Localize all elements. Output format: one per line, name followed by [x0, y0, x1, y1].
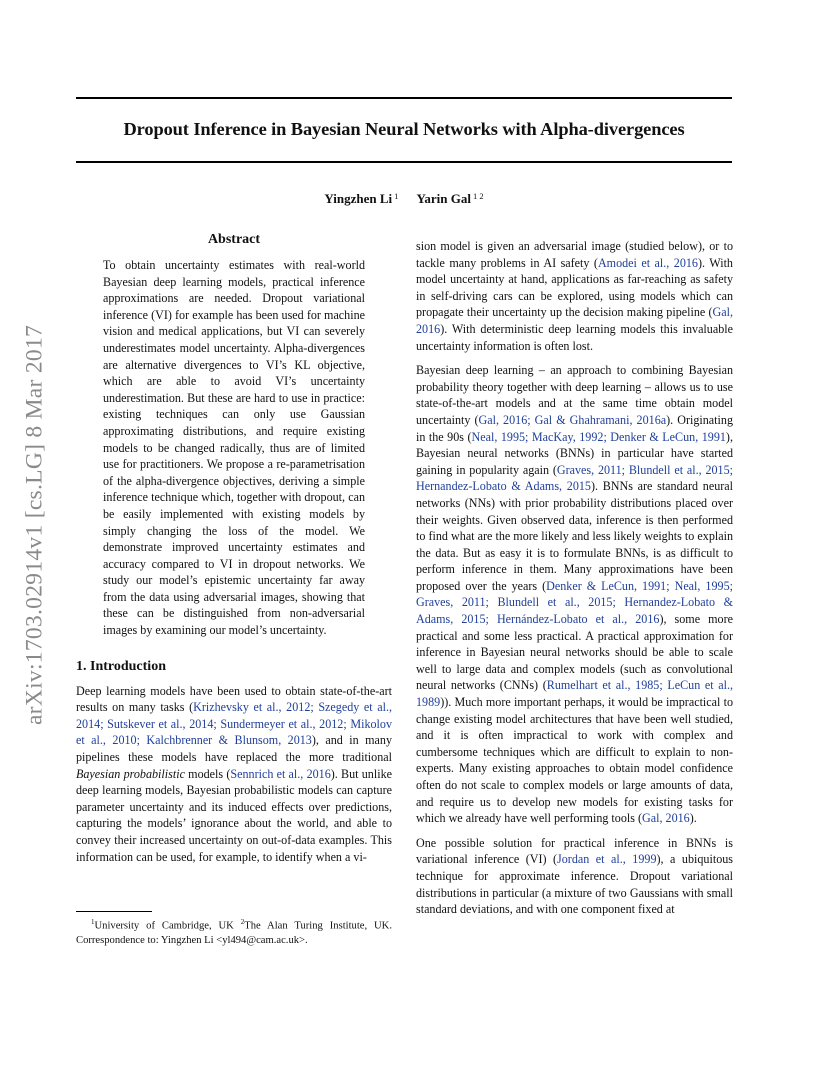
- citation-link[interactable]: Neal, 1995; MacKay, 1992; Denker & LeCun, 1991: [471, 429, 726, 444]
- paragraph-text: ). BNNs are standard neural networks (NNs) with prior probability distributions placed over their weights. Given observed data, inference is then performed to find what are the more likely and less likely weights to explain the data. But as easy it is to formulate BNNs, is as difficult to perform inference in them. Many approximations have been proposed over the years (: [416, 479, 733, 593]
- paragraph-text: Deep learning models have been used to obtain state-of-the-art results on many tasks (: [76, 683, 392, 715]
- author-list: [76, 191, 732, 207]
- intro-paragraph-4: [416, 835, 733, 918]
- emphasis-text: Bayesian probabilistic: [76, 766, 185, 781]
- citation-link[interactable]: Gal, 2016: [642, 811, 690, 826]
- footnote-text: University of Cambridge, UK: [94, 920, 241, 932]
- intro-paragraph-2: [416, 238, 733, 354]
- citation-link[interactable]: Jordan et al., 1999: [557, 852, 657, 867]
- title-bottom-rule: [76, 161, 732, 163]
- citation-link[interactable]: Sennrich et al., 2016: [230, 766, 331, 781]
- author-affiliation: 1: [394, 191, 399, 201]
- right-column: [416, 238, 733, 926]
- paragraph-text: ). But unlike deep learning models, Bayesian probabilistic models can capture parameter uncertainty and its induced effects over predictions, capturing the models’ ignorance about the world, and able to convey their increased uncertainty on out-of-data examples. This information can be used, for example, to identify when a vi-: [76, 766, 392, 864]
- footnote-marker: 2: [240, 918, 245, 926]
- paragraph-text: )). Much more important perhaps, it would be impractical to change existing model architectures that have been well studied, and it is often impractical to work with complex and cumbersome techniques which are difficult to explain to non-experts. Many existing approaches to obtain model confidence often do not scale to complex models or large amounts of data, and require us to develop new models for existing tasks for which we already have well performing tools (: [416, 695, 733, 826]
- paragraph-text: ), and in many pipelines these models have replaced the more traditional: [76, 733, 392, 765]
- paragraph-text: ). Originating in the 90s (: [416, 412, 733, 444]
- arxiv-identifier: arXiv:1703.02914v1 [cs.LG] 8 Mar 2017: [21, 324, 48, 726]
- title-top-rule: [76, 97, 732, 99]
- abstract-heading: Abstract: [207, 232, 261, 247]
- paragraph-text: ). With model uncertainty at hand, applications as far-reaching as safety in self-driving cars can be explored, using models which can propagate their uncertainty up the decision making pipeline (: [416, 255, 733, 320]
- citation-link[interactable]: Krizhevsky et al., 2012; Szegedy et al., 2014; Sutskever et al., 2014; Sundermeyer et al., 2012; Mikolov et al., 2010; Kalchbrenner & Blunsom, 2013: [76, 700, 392, 748]
- paragraph-text: One possible solution for practical inference in BNNs is variational inference (VI) (: [416, 835, 733, 867]
- paragraph-text: ).: [689, 811, 697, 826]
- citation-link[interactable]: Denker & LeCun, 1991; Neal, 1995; Graves, 2011; Blundell et al., 2015; Hernandez-Lobato & Adams, 2015; Hernández-Lobato et al., 2016: [416, 578, 733, 627]
- paper-title: Dropout Inference in Bayesian Neural Networks with Alpha-divergences: [123, 119, 685, 139]
- paragraph-text: models (: [184, 766, 231, 781]
- paragraph-text: Bayesian deep learning – an approach to combining Bayesian probability theory together with deep learning – allows us to use state-of-the-art models and at the same time obtain model uncertainty (: [416, 363, 733, 427]
- citation-link[interactable]: Gal, 2016; Gal & Ghahramani, 2016a: [478, 412, 667, 427]
- paragraph-text: ). With deterministic deep learning models this invaluable uncertainty information is often lost.: [416, 321, 733, 353]
- paragraph-text: ), a ubiquitous technique for approximate inference. Dropout variational distributions in particular (a mixture of two Gaussians with small standard deviations, and with one component fixed at: [416, 852, 733, 917]
- footnote-rule: [76, 911, 152, 912]
- arxiv-sidebar: [20, 290, 50, 760]
- intro-paragraph-1: [76, 683, 392, 866]
- author-name: Yarin Gal: [416, 191, 471, 206]
- footnote-marker: 1: [91, 918, 95, 926]
- footnote: [76, 915, 392, 948]
- paragraph-text: ), Bayesian neural networks (BNNs) in particular have started gaining in popularity again (: [416, 429, 733, 477]
- citation-link[interactable]: Gal, 2016: [416, 305, 733, 336]
- author-affiliation: 1 2: [472, 191, 484, 201]
- section-heading-introduction: 1. Introduction: [76, 658, 166, 674]
- author-name: Yingzhen Li: [324, 191, 393, 206]
- citation-link[interactable]: Graves, 2011; Blundell et al., 2015; Hernandez-Lobato & Adams, 2015: [416, 462, 733, 494]
- left-column: [76, 232, 392, 865]
- abstract-text: To obtain uncertainty estimates with real-world Bayesian deep learning models, practical inference approximations are needed. Dropout variational inference (VI) for example has been used for machine vision and medical applications, but VI can severely underestimates model uncertainty. Alpha-divergences are alternative divergences to VI’s KL objective, which are able to avoid VI’s uncertainty underestimation. But these are hard to use in practice: existing techniques can only use Gaussian approximating distributions, and require existing models to be changed radically, thus are of limited use for practitioners. We propose a re-parametrisation of the alpha-divergence objectives, deriving a simple inference technique which, together with dropout, can be easily implemented with existing models by simply changing the loss of the model. We demonstrate improved uncertainty estimates and accuracy compared to VI in dropout networks. We study our model’s epistemic uncertainty far away from the data using adversarial images, showing that these can be distinguished from non-adversarial images by examining our model’s uncertainty.: [103, 258, 365, 638]
- citation-link[interactable]: Rumelhart et al., 1985; LeCun et al., 1989: [416, 678, 733, 710]
- citation-link[interactable]: Amodei et al., 2016: [597, 255, 698, 270]
- intro-paragraph-3: [416, 362, 733, 827]
- paragraph-text: sion model is given an adversarial image (studied below), or to tackle many problems in AI safety (: [416, 239, 733, 270]
- paragraph-text: ), some more practical and some less practical. A practical approximation for inference in Bayesian neural networks should be able to scale well to large data and complex models (such as convolutional neural networks (CNNs) (: [416, 612, 733, 693]
- footnote-text: The Alan Turing Institute, UK. Correspondence to: Yingzhen Li <yl494@cam.ac.uk>.: [76, 920, 392, 946]
